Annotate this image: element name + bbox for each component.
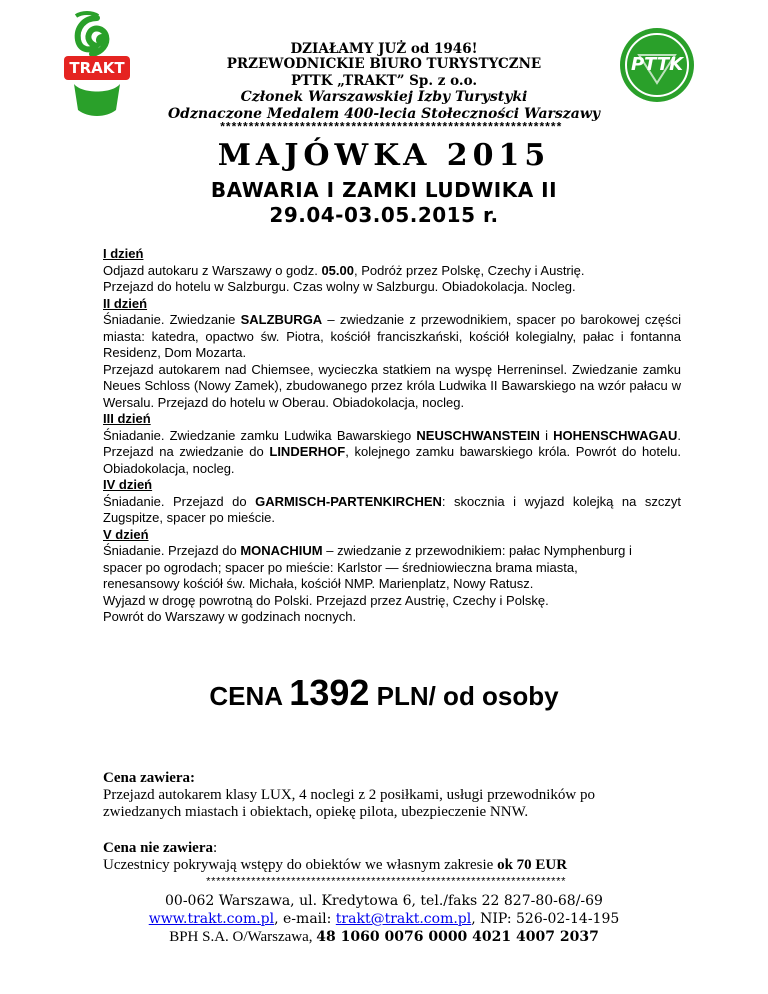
day-5-title: V dzień	[103, 526, 149, 542]
departure-time: 05.00	[321, 262, 354, 278]
day-3-para	[103, 428, 681, 478]
footer-address: 00-062 Warszawa, ul. Kredytowa 6, tel./faks 22 827-80-68/-69	[165, 893, 603, 909]
footer-divider: ************************************************************************	[204, 877, 566, 889]
castle-hohenschwagau: HOHENSCHWAGAU	[553, 427, 678, 443]
itinerary	[103, 246, 681, 626]
day-3-conj: i	[539, 427, 554, 443]
pttk-logo-text: PTTK	[630, 54, 684, 75]
day-1-title: I dzień	[103, 246, 144, 261]
footer-bank	[0, 929, 768, 946]
trakt-logo-text: TRAKT	[69, 59, 125, 77]
day-2-text: Śniadanie. Zwiedzanie	[103, 312, 241, 327]
includes-text: Przejazd autokarem klasy LUX, 4 noclegi z 2 posiłkami, usługi przewodników po zwiedzanych miastach i obiektach, opiekę pilota, ubezpieczenie NNW.	[103, 787, 595, 820]
day-1-line-1	[103, 263, 681, 280]
day-5-text-rest: – zwiedzanie z przewodnikiem: pałac Nymphenburg i	[322, 543, 632, 558]
city-salzburg: SALZBURGA	[240, 312, 323, 327]
price-excludes	[103, 840, 663, 874]
page-title: MAJÓWKA 2015	[217, 138, 551, 173]
excludes-text: Uczestnicy pokrywają wstępy do obiektów we własnym zakresie	[103, 857, 498, 873]
day-4-text: Śniadanie. Przejazd do	[103, 493, 256, 509]
email-link[interactable]: trakt@trakt.com.pl	[335, 911, 472, 927]
day-2-para-2: Przejazd autokarem nad Chiemsee, wycieczka statkiem na wyspę Herreninsel. Zwiedzanie zamku Neues Schloss (Nowy Zamek), zbudowanego przez króla Ludwika II Bawarskiego na wzór pałacu w Wersalu. Przejazd do hotelu w Oberau. Obiadokolacja, nocleg.	[103, 361, 681, 410]
footer-contact	[0, 911, 768, 927]
day-5-line-3: renesansowy kościół św. Michała, kościół NMP. Marienplatz, Nowy Ratusz.	[103, 576, 534, 591]
city-garmisch: GARMISCH-PARTENKIRCHEN	[255, 493, 442, 509]
day-2-title: II dzień	[103, 295, 148, 311]
day-3-title: III dzień	[103, 411, 151, 426]
day-1-text: Odjazd autokaru z Warszawy o godz.	[103, 262, 322, 278]
city-monachium: MONACHIUM	[240, 543, 323, 558]
excludes-title: Cena nie zawiera	[103, 840, 213, 856]
day-4-para	[103, 494, 681, 527]
trip-dates: 29.04-03.05.2015 r.	[269, 203, 499, 227]
day-5-line-5: Powrót do Warszawy w godzinach nocnych.	[103, 609, 357, 624]
header-line-company: PTTK „TRAKT” Sp. z o.o.	[290, 73, 478, 89]
day-4-title: IV dzień	[103, 477, 153, 492]
trip-subtitle: BAWARIA I ZAMKI LUDWIKA II	[210, 178, 558, 202]
header-line-medal: Odznaczone Medalem 400-lecia Stołeczności Warszawy	[167, 106, 601, 122]
website-link[interactable]: www.trakt.com.pl	[148, 911, 275, 927]
price-line	[0, 672, 768, 714]
excludes-colon: :	[212, 840, 218, 856]
day-2-text-rest: – zwiedzanie z przewodnikiem, spacer po barokowej części miasta: katedra, opactwo św. Piotra, kościół franciszkański, kościół kolegialny, pałac i fontanna Residenz, Dom Mozarta.	[103, 312, 681, 360]
header-line-member: Członek Warszawskiej Izby Turystyki	[240, 89, 528, 105]
day-1-text-route: , Podróż przez Polskę, Czechy i Austrię.	[354, 262, 585, 278]
day-5-line-4: Wyjazd w drogę powrotną do Polski. Przejazd przez Austrię, Czechy i Polskę.	[103, 592, 549, 608]
day-3-text-2: . Przejazd na zwiedzanie do	[103, 427, 681, 459]
header-line-agency: PRZEWODNICKIE BIURO TURYSTYCZNE	[226, 56, 542, 72]
excludes-amount: ok 70 EUR	[497, 857, 568, 873]
email-label: , e-mail:	[274, 911, 336, 927]
price-label: CENA	[209, 681, 290, 711]
castle-neuschwanstein: NEUSCHWANSTEIN	[416, 427, 540, 443]
day-4-text-rest: : skocznia i wyjazd kolejką na szczyt Zugspitze, spacer po mieście.	[103, 493, 681, 525]
day-3-text: Śniadanie. Zwiedzanie zamku Ludwika Bawarskiego	[103, 427, 417, 443]
day-5-line-1	[103, 543, 681, 560]
price-amount: 1392	[289, 672, 370, 713]
price-suffix: PLN/ od osoby	[369, 681, 559, 711]
bank-account: 48 1060 0076 0000 4021 4007 2037	[316, 929, 599, 945]
includes-title: Cena zawiera:	[103, 770, 196, 786]
nip-text: , NIP: 526-02-14-195	[471, 911, 620, 927]
day-3-text-3: , kolejnego zamku bawarskiego króla. Powrót do hotelu. Obiadokolacja, nocleg.	[103, 444, 681, 476]
header-divider: ************************************************************	[218, 121, 562, 135]
day-2-para-1	[103, 312, 681, 362]
header-line-since: DZIAŁAMY JUŻ od 1946!	[290, 41, 478, 57]
day-5-line-2: spacer po ogrodach; spacer po mieście: Karlstor — średniowieczna brama miasta,	[103, 559, 578, 575]
day-1-line-2: Przejazd do hotelu w Salzburgu. Czas wolny w Salzburgu. Obiadokolacja. Nocleg.	[103, 279, 576, 294]
bank-label: BPH S.A. O/Warszawa,	[169, 929, 317, 945]
price-includes	[103, 770, 663, 821]
day-5-text: Śniadanie. Przejazd do	[103, 543, 241, 558]
castle-linderhof: LINDERHOF	[269, 444, 346, 459]
